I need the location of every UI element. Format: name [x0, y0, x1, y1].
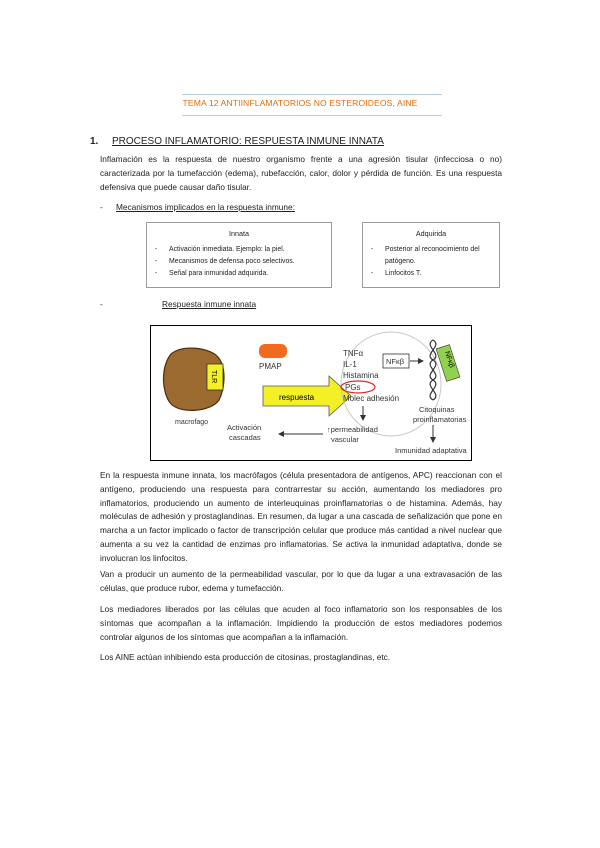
list-item: - Señal para inmunidad adquirida.: [147, 268, 331, 280]
document-title: TEMA 12 ANTIINFLAMATORIOS NO ESTEROIDEOS, AINE: [182, 98, 418, 108]
inmunidad-label: Inmunidad adaptativa: [395, 446, 467, 455]
table-innata-title: Innata: [229, 229, 249, 238]
histamina-label: Histamina: [343, 371, 379, 380]
activacion-label-2: cascadas: [229, 433, 261, 442]
title-rule-bottom: [182, 115, 442, 116]
list-item: - Posterior al reconocimiento del patógeno.: [363, 244, 499, 268]
bullet-dash: -: [100, 202, 103, 212]
permeabilidad-label-2: vascular: [331, 435, 359, 444]
nfkb-label: NFκβ: [386, 357, 405, 366]
title-rule-top: [182, 94, 442, 95]
section-heading-text: PROCESO INFLAMATORIO: RESPUESTA INMUNE INNATA: [112, 136, 384, 147]
bullet-respuesta-innata: [100, 299, 500, 311]
tlr-label: TLR: [210, 370, 217, 384]
dna-helix-strand: [430, 340, 436, 400]
list-item: - Linfocitos T.: [363, 268, 499, 280]
paragraph-mediadores: Los mediadores liberados por las células que acuden al foco inflamatorio son los responsables de los síntomas que acompañan a la inflamación. Impidiendo la producción de estos mediadores podemos controlar algunos de los síntomas que acompañan a la inflamación.: [100, 604, 502, 642]
section-heading: [90, 136, 384, 147]
figure-respuesta-inmune: [150, 325, 472, 461]
respuesta-label: respuesta: [279, 393, 315, 402]
macrofago-label: macrofago: [175, 419, 209, 426]
paragraph-aine: Los AINE actúan inhibiendo esta producción de citosinas, prostaglandinas, etc.: [100, 652, 391, 662]
citoquinas-label-1: Citoquinas: [419, 405, 455, 414]
table-adquirida-title: Adquirida: [415, 229, 447, 238]
paragraph-permeabilidad: Van a producir un aumento de la permeabilidad vascular, por lo que da lugar a una extravasación de las células, que produce rubor, edema y tumefacción.: [100, 569, 502, 593]
list-item: - Mecanismos de defensa poco selectivos.: [147, 256, 331, 268]
molec-label: Molec adhesión: [343, 394, 400, 403]
table-innata-list: [147, 244, 331, 280]
section-number: 1.: [90, 136, 99, 147]
table-adquirida: [362, 222, 500, 288]
bullet-mecanismos: [100, 202, 500, 214]
intro-paragraph: Inflamación es la respuesta de nuestro organismo frente a una agresión tisular (infecciosa o no) caracterizada por la tumefacción (edema), rubefacción, calor, dolor y pérdida de función. Es una respuesta defensiva que puede causar daño tisular.: [100, 154, 502, 192]
permeabilidad-label-1: ↑permeabilidad: [327, 425, 378, 434]
citoquinas-label-2: proinflamatorias: [413, 415, 467, 424]
table-adquirida-list: [363, 244, 499, 280]
figure-svg: [151, 326, 471, 460]
bullet-dash: -: [100, 299, 103, 309]
il1-label: IL-1: [343, 360, 357, 369]
activacion-label-1: Activación: [227, 423, 262, 432]
list-item: - Activación inmediata. Ejemplo: la piel.: [147, 244, 331, 256]
pgs-label: PGs: [345, 383, 361, 392]
bullet-respuesta-innata-label: Respuesta inmune innata: [162, 299, 257, 309]
paragraph-respuesta-innata: En la respuesta inmune innata, los macrófagos (célula presentadora de antígenos, APC) reaccionan con el antígeno, produciendo una respuesta para contrarrestar su acción, aumentando los mediadores pro inflamatorios, produciendo un aumento de interleuquinas proinflamatorias o de histamina. Además, hay moléculas de adhesión y prostaglandinas. En resumen, da lugar a una cascada de señalización que pone en marcha a un factor implicado o factor de transcripción celular que produce más cantidad a nivel nuclear que aumenta a su vez la cantidad de enzimas pro inflamatorias. Se activa la inmunidad adaptativa, donde se involucran los linfocitos.: [100, 470, 502, 563]
bullet-mecanismos-label: Mecanismos implicados en la respuesta inmune:: [116, 202, 295, 212]
table-innata: [146, 222, 332, 288]
pmap-shape: [259, 344, 287, 358]
tnf-label: TNFα: [343, 349, 364, 358]
pmap-label: PMAP: [259, 362, 282, 371]
nfkb-vertical-label: NFκβ: [443, 350, 455, 369]
